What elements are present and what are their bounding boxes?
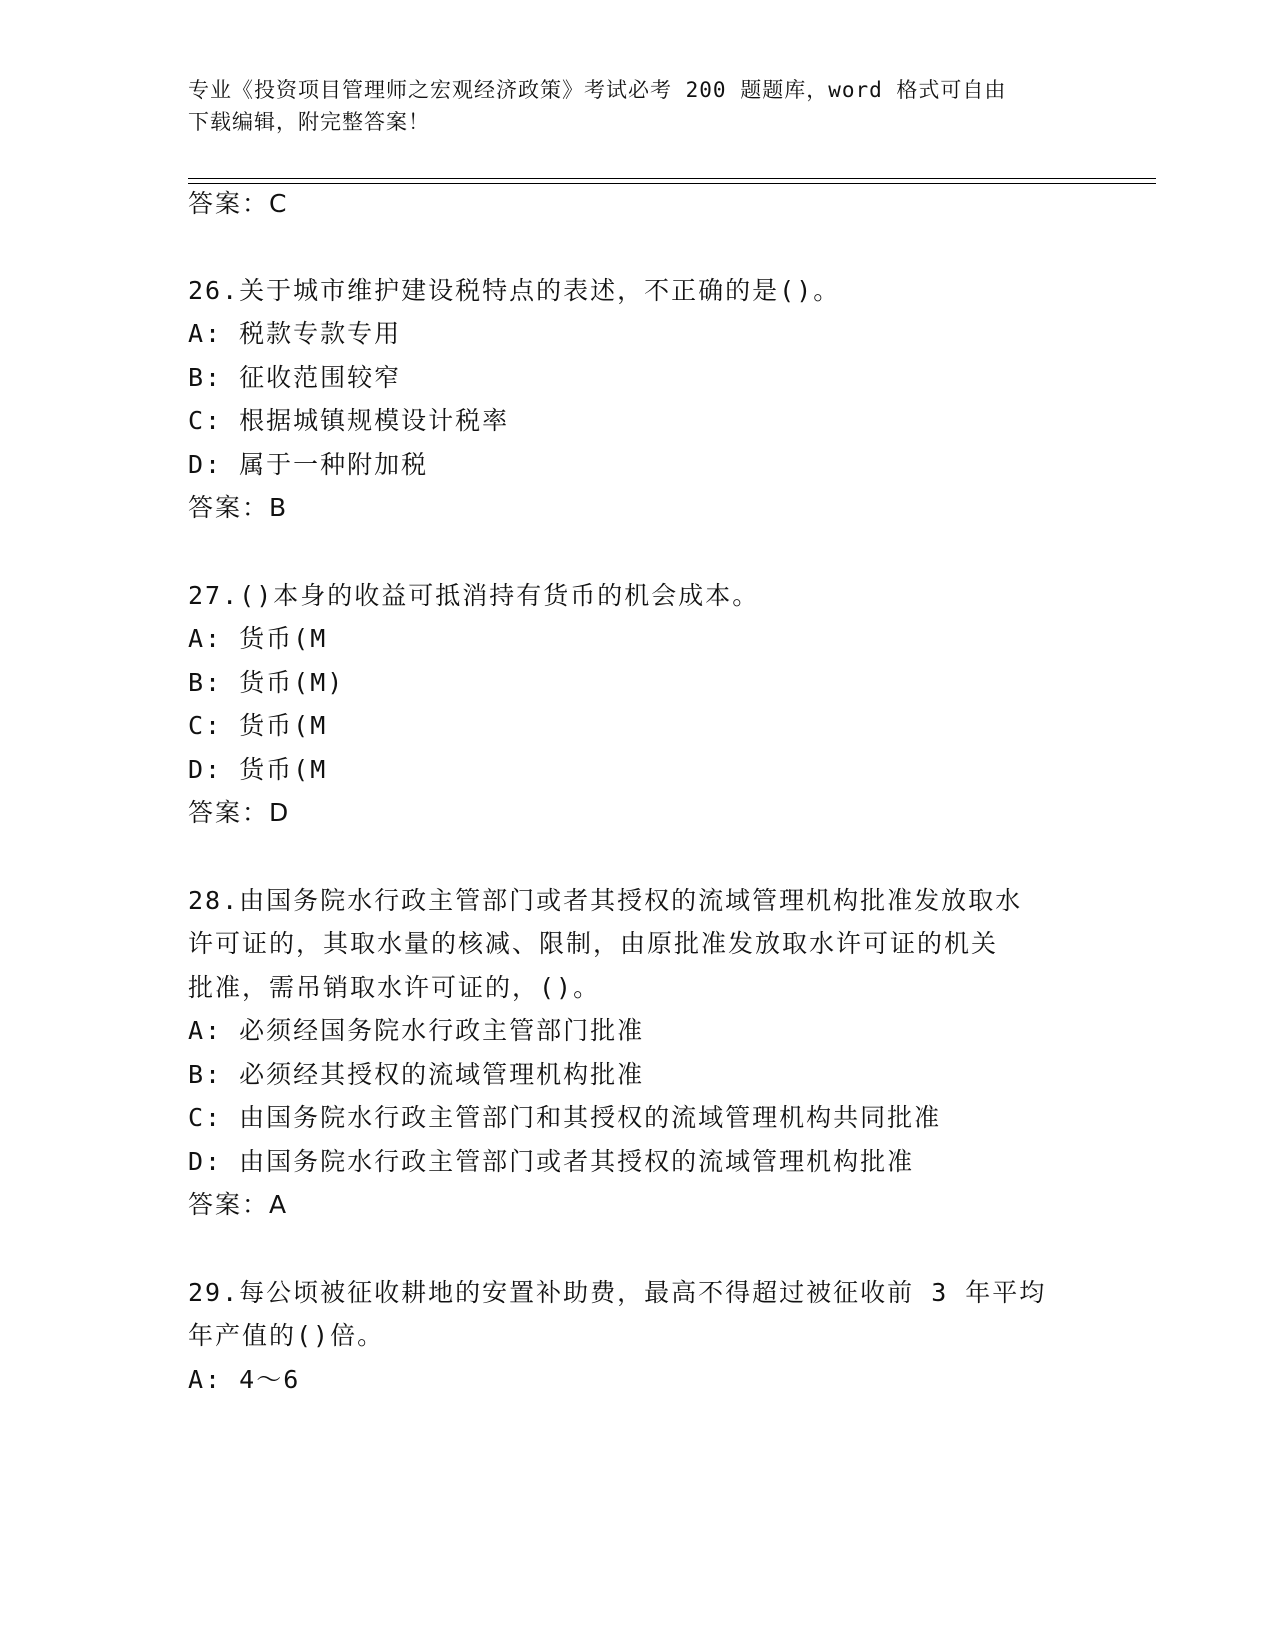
question-27-answer: 答案：D xyxy=(188,798,291,827)
question-29-option-a: A: 4～6 xyxy=(188,1365,301,1394)
question-26-option-d: D: 属于一种附加税 xyxy=(188,450,429,479)
question-28-stem-line-2: 许可证的，其取水量的核减、限制，由原批准发放取水许可证的机关 xyxy=(188,929,999,958)
header-line-2: 下载编辑，附完整答案！ xyxy=(188,110,430,134)
question-27-option-a: A: 货币(M xyxy=(188,624,328,653)
question-28-option-b: B: 必须经其授权的流域管理机构批准 xyxy=(188,1060,645,1089)
header-line-1: 专业《投资项目管理师之宏观经济政策》考试必考 200 题题库，word 格式可自由 xyxy=(188,78,1007,102)
document-header xyxy=(188,74,1088,138)
question-26-stem: 26.关于城市维护建设税特点的表述，不正确的是()。 xyxy=(188,276,841,305)
question-27-option-d: D: 货币(M xyxy=(188,755,328,784)
question-28-option-a: A: 必须经国务院水行政主管部门批准 xyxy=(188,1016,645,1045)
question-28-option-d: D: 由国务院水行政主管部门或者其授权的流域管理机构批准 xyxy=(188,1147,915,1176)
question-27-option-c: C: 货币(M xyxy=(188,711,328,740)
question-29-stem-line-2: 年产值的()倍。 xyxy=(188,1321,385,1350)
question-29-stem-line-1: 29.每公顷被征收耕地的安置补助费，最高不得超过被征收前 3 年平均 xyxy=(188,1278,1047,1307)
question-27-option-b: B: 货币(M) xyxy=(188,668,345,697)
header-divider-top xyxy=(188,178,1156,179)
question-28-stem-line-3: 批准，需吊销取水许可证的，()。 xyxy=(188,973,601,1002)
question-28-stem-line-1: 28.由国务院水行政主管部门或者其授权的流域管理机构批准发放取水 xyxy=(188,886,1023,915)
answer-previous: 答案：C xyxy=(188,189,289,218)
question-26-option-a: A: 税款专款专用 xyxy=(188,319,402,348)
question-26-answer: 答案：B xyxy=(188,493,289,522)
question-27-stem: 27.()本身的收益可抵消持有货币的机会成本。 xyxy=(188,581,760,610)
question-28-answer: 答案：A xyxy=(188,1190,289,1219)
header-divider-bottom xyxy=(188,183,1156,184)
question-26-option-b: B: 征收范围较窄 xyxy=(188,363,402,392)
question-28-option-c: C: 由国务院水行政主管部门和其授权的流域管理机构共同批准 xyxy=(188,1103,942,1132)
question-26-option-c: C: 根据城镇规模设计税率 xyxy=(188,406,510,435)
